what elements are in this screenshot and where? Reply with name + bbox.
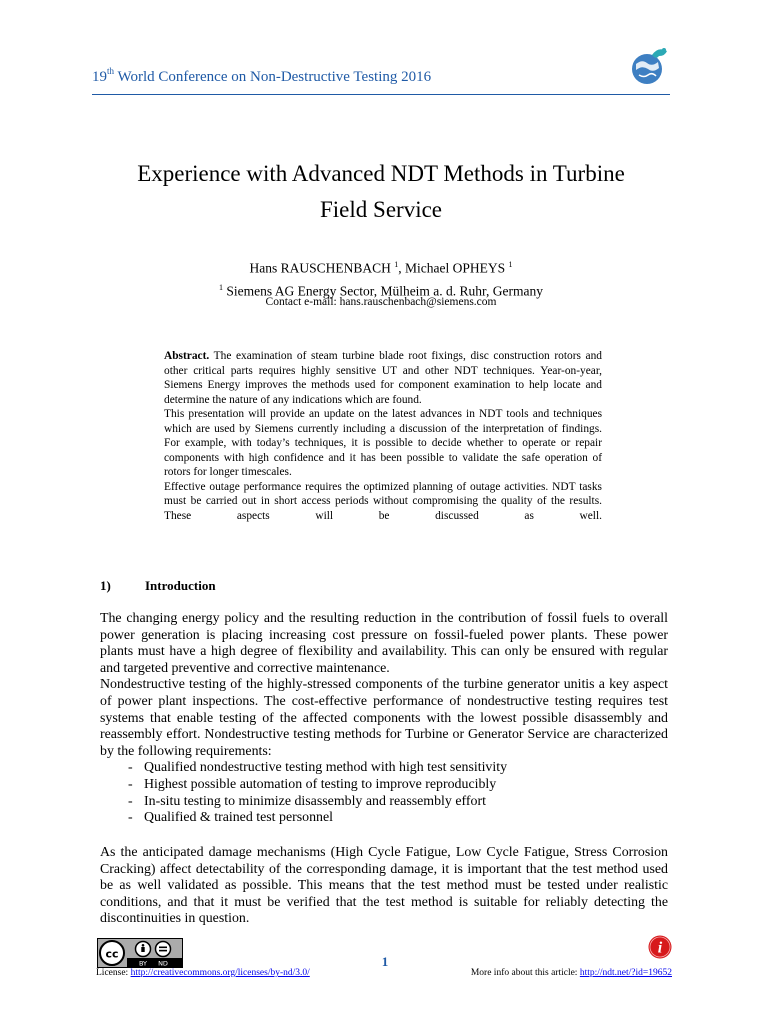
conference-title: 19th World Conference on Non-Destructive Testing 2016	[92, 66, 432, 85]
conference-logo-icon	[626, 42, 672, 88]
page-number: 1	[381, 954, 389, 969]
license-line: License: http://creativecommons.org/licenses/by-nd/3.0/	[96, 968, 310, 978]
affiliation-line: $^1$ Siemens AG Energy Sector, Mülheim a. d. Ruhr, Germany	[219, 282, 543, 298]
author-line: Hans RAUSCHENBACH $^1$, Michael OPHEYS $^1$	[249, 260, 513, 276]
svg-text:i: i	[657, 939, 663, 957]
body-paragraph: Nondestructive testing of the highly-stressed components of the turbine generator unitis a key aspect of power plant inspections. The cost-effective performance of nondestructive testing requires test systems that enable testing of the affected components with the lowest possible disassembly and reassembly effort. Nondestructive testing methods for Turbine or Generator Service are characterized by the following requirements:	[100, 677, 668, 759]
section-heading: 1) Introduction	[100, 578, 216, 593]
abstract-paragraph: Effective outage performance requires the optimized planning of outage activities. NDT tasks must be carried out in short access periods without compromising the quality of the results. These aspects will be discussed as well.	[164, 480, 602, 522]
abstract	[164, 349, 602, 523]
introduction-body	[100, 611, 668, 827]
page-header	[92, 64, 670, 94]
list-item: - Qualified nondestructive testing method with high test sensitivity	[128, 760, 508, 776]
paper-title: Experience with Advanced NDT Methods in Turbine Field Service	[137, 161, 625, 222]
cc-nd-label: ND	[158, 959, 168, 968]
list-item: - Qualified & trained test personnel	[128, 810, 334, 826]
author-block	[92, 255, 670, 300]
more-info-line: More info about this article: http://ndt.net/?id=19652	[470, 968, 672, 978]
list-item: - In-situ testing to minimize disassembly and reassembly effort	[128, 793, 486, 809]
page-footer	[96, 938, 674, 988]
info-icon[interactable]	[648, 935, 672, 959]
article-link[interactable]: http://ndt.net/?id=19652	[579, 968, 672, 978]
svg-text:cc: cc	[105, 947, 119, 961]
introduction-body-continued	[100, 845, 668, 928]
license-link[interactable]: http://creativecommons.org/licenses/by-nd/3.0/	[130, 968, 310, 978]
list-item: - Highest possible automation of testing to improve reproducibly	[128, 776, 497, 792]
header-divider	[92, 94, 670, 95]
contact-email: Contact e-mail: hans.rauschenbach@siemens.com	[265, 296, 497, 308]
requirements-list	[100, 760, 668, 826]
abstract-paragraph: Abstract. The examination of steam turbine blade root fixings, disc construction rotors and other critical parts requires highly sensitive UT and other NDT techniques. Year-on-year, Siemens Energy improves the methods used for component examination to help locate and determine the nature of any indications which are found.	[164, 350, 602, 406]
body-paragraph: As the anticipated damage mechanisms (High Cycle Fatigue, Low Cycle Fatigue, Stress Corrosion Cracking) affect detectability of the corresponding damage, it is important that the test method used be as well validated as possible. This means that the test method must be tested under realistic conditions, and that it must be verified that the test method is suitable for reliably detecting the discontinuities in question.	[100, 845, 668, 927]
cc-by-label: BY	[138, 959, 148, 968]
body-paragraph: The changing energy policy and the resulting reduction in the contribution of fossil fuels to overall power generation is placing increasing cost pressure on fossil-fueled power plants. These power plants must have a high degree of flexibility and availability. This can only be ensured with regular and targeted preventive and corrective maintenance.	[100, 611, 668, 676]
abstract-paragraph: This presentation will provide an update on the latest advances in NDT tools and techniques which are used by Siemens currently including a discussion of the interpretation of findings. For example, with today’s techniques, it is possible to decide whether to operate or repair components with high confidence and it has been possible to validate the safe operation of rotors for longer timescales.	[164, 408, 602, 478]
